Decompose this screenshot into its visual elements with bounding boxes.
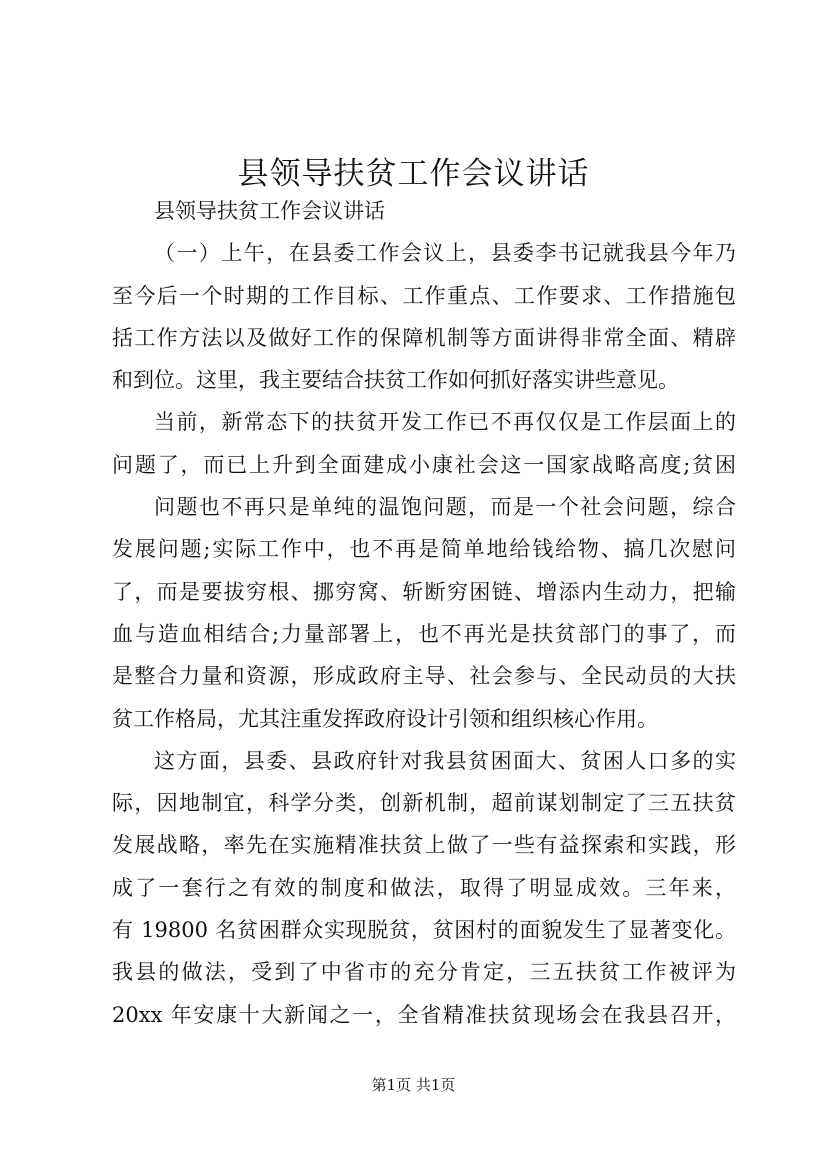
body-line: 问题也不再只是单纯的温饱问题，而是一个社会问题，综合 xyxy=(154,495,736,520)
body-line: 是整合力量和资源，形成政府主导、社会参与、全民动员的大扶 xyxy=(112,664,736,689)
document-title: 县领导扶贫工作会议讲话 xyxy=(237,156,590,192)
body-line: 括工作方法以及做好工作的保障机制等方面讲得非常全面、精辟 xyxy=(112,325,736,350)
body-line: 贫工作格局，尤其注重发挥政府设计引领和组织核心作用。 xyxy=(112,706,658,731)
body-line: 发展战略，率先在实施精准扶贫上做了一些有益探索和实践，形 xyxy=(112,833,736,858)
body-line: 成了一套行之有效的制度和做法，取得了明显成效。三年来， xyxy=(112,875,736,900)
body-line: 当前，新常态下的扶贫开发工作已不再仅仅是工作层面上的 xyxy=(154,410,736,435)
body-line: 血与造血相结合;力量部署上，也不再光是扶贫部门的事了，而 xyxy=(112,621,736,646)
body-line: （一）上午，在县委工作会议上，县委李书记就我县今年乃 xyxy=(154,241,736,266)
body-line: 至今后一个时期的工作目标、工作重点、工作要求、工作措施包 xyxy=(112,283,736,308)
body-line: 问题了，而已上升到全面建成小康社会这一国家战略高度;贫困 xyxy=(112,452,736,477)
body-line: 县领导扶贫工作会议讲话 xyxy=(154,199,385,223)
body-line: 发展问题;实际工作中，也不再是简单地给钱给物、搞几次慰问 xyxy=(112,537,736,562)
body-line: 我县的做法，受到了中省市的充分肯定，三五扶贫工作被评为 xyxy=(112,960,736,985)
body-line: 了，而是要拔穷根、挪穷窝、斩断穷困链、增添内生动力，把输 xyxy=(112,579,736,604)
page-footer: 第1页 共1页 xyxy=(371,1076,456,1094)
body-line: 际，因地制宜，科学分类，创新机制，超前谋划制定了三五扶贫 xyxy=(112,791,736,816)
body-line: 20xx 年安康十大新闻之一，全省精准扶贫现场会在我县召开， xyxy=(112,1002,736,1027)
body-line: 这方面，县委、县政府针对我县贫困面大、贫困人口多的实 xyxy=(154,748,736,773)
body-line: 和到位。这里，我主要结合扶贫工作如何抓好落实讲些意见。 xyxy=(112,368,679,393)
document-body xyxy=(112,190,736,1036)
body-line: 有 19800 名贫困群众实现脱贫，贫困村的面貌发生了显著变化。 xyxy=(112,918,736,943)
